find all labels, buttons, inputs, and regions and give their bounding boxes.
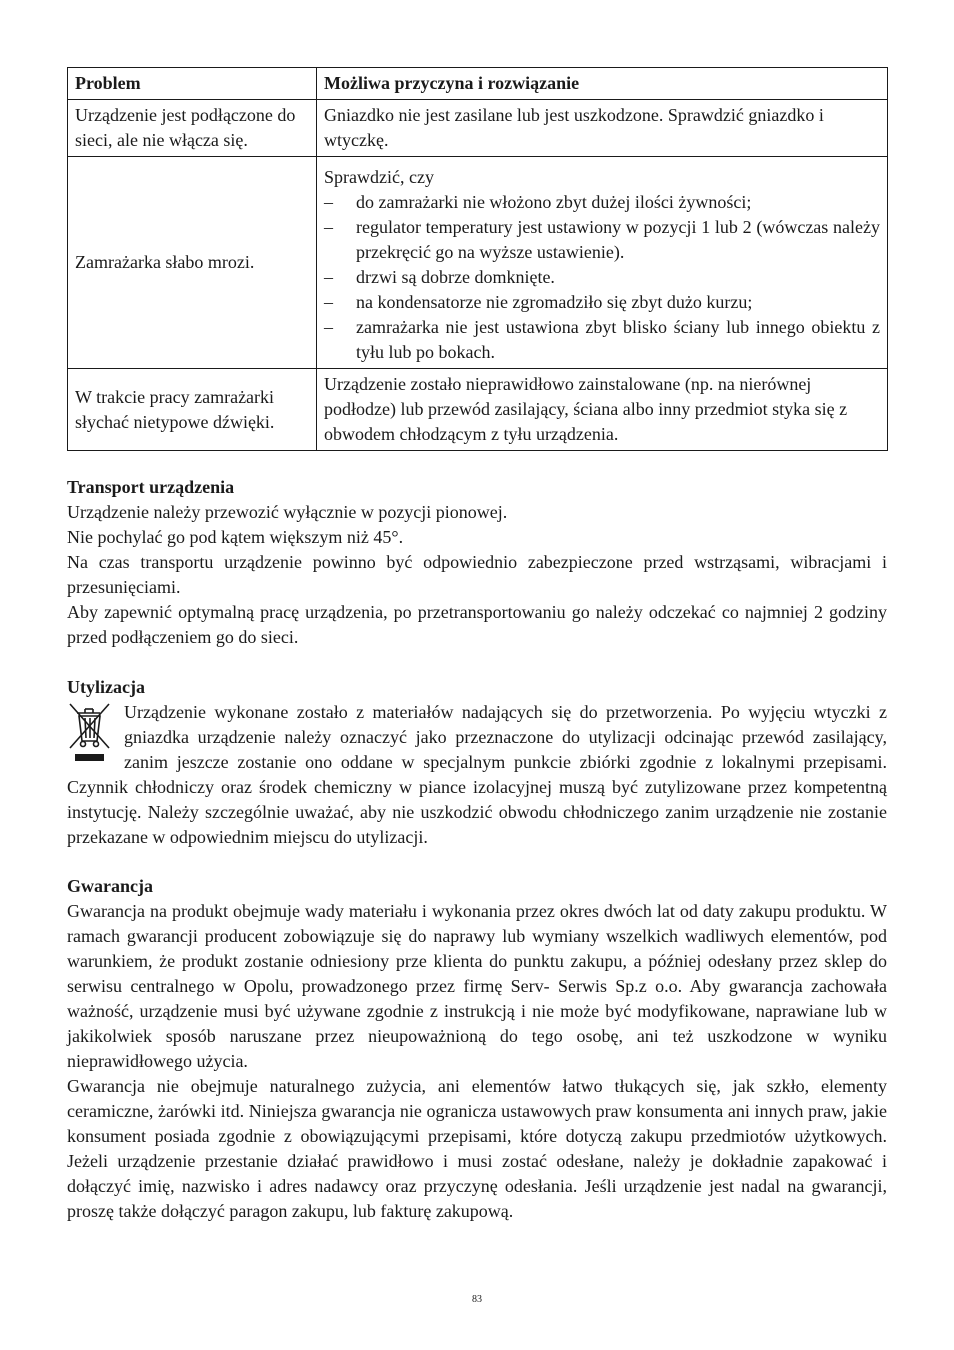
page-number: 83 bbox=[472, 1294, 482, 1305]
paragraph: Na czas transportu urządzenie powinno być odpowiednio zabezpieczone przed wstrząsami, wibracjami i przesunięciami. bbox=[67, 552, 887, 597]
problem-cell: Urządzenie jest podłączone do sieci, ale nie włącza się. bbox=[68, 100, 317, 157]
disposal-section bbox=[67, 675, 887, 850]
paragraph: Gwarancja na produkt obejmuje wady materiału i wykonania przez okres dwóch lat od daty zakupu produktu. W ramach gwarancji producent zobowiązuje się do naprawy lub wymiany wszelkich wadliwych elementów, pod warunkiem, że produkt zostanie odniesiony prze klienta do punktu zakupu, a później odesłany przez sklep do serwisu centralnego w Opolu, prowadzonego przez firmę Serv- Serwis Sp.z o.o. Aby gwarancja zachowała ważność, urządzenie musi być używane zgodnie z instrukcją i nie może być modyfikowane, naprawiane lub w jakikolwiek sposób naruszane przez nieupoważnioną do tego osobę, ani też uszkodzone w wyniku nieprawidłowego użycia. bbox=[67, 901, 887, 1071]
column-header-solution: Możliwa przyczyna i rozwiązanie bbox=[317, 68, 888, 100]
check-list-item: – do zamrażarki nie włożono zbyt dużej ilości żywności; bbox=[324, 191, 752, 212]
problem-cell: Zamrażarka słabo mrozi. bbox=[68, 157, 317, 369]
section-title: Gwarancja bbox=[67, 876, 153, 896]
paragraph: Nie pochylać go pod kątem większym niż 45°. bbox=[67, 527, 404, 547]
warranty-section bbox=[67, 874, 887, 1224]
table-row bbox=[68, 100, 888, 157]
weee-crossed-bin-icon bbox=[67, 700, 113, 764]
troubleshooting-table bbox=[67, 67, 888, 451]
check-intro: Sprawdzić, czy bbox=[324, 166, 434, 187]
column-header-problem: Problem bbox=[68, 68, 317, 100]
check-list-item: – na kondensatorze nie zgromadziło się zbyt dużo kurzu; bbox=[324, 291, 753, 312]
transport-section bbox=[67, 475, 887, 650]
table-row bbox=[68, 157, 888, 369]
solution-cell: Urządzenie zostało nieprawidłowo zainstalowane (np. na nierównej podłodze) lub przewód zasilający, ściana albo inny przedmiot styka się z obwodem chłodzącym z tyłu urządzenia. bbox=[317, 369, 888, 451]
check-list-item: – drzwi są dobrze domknięte. bbox=[324, 266, 555, 287]
table-row bbox=[68, 369, 888, 451]
paragraph: Urządzenie wykonane zostało z materiałów nadających się do przetworzenia. Po wyjęciu wtyczki z gniazdka urządzenie należy oznaczyć jako przeznaczone do utylizacji odcinając przewód zasilający, zanim jeszcze zostanie ono oddane w specjalnym punkcie zbiórki zgodnie z lokalnymi przepisami. Czynnik chłodniczy oraz środek chemiczny w piance izolacyjnej muszą być zutylizowane przez kompetentną instytucję. Należy szczególnie uważać, aby nie uszkodzić obwodu chłodniczego zanim urządzenie nie zostanie przekazane w odpowiednim miejscu do utylizacji. bbox=[67, 702, 887, 847]
paragraph: Aby zapewnić optymalną pracę urządzenia, po przetransportowaniu go należy odczekać co najmniej 2 godziny przed podłączeniem go do sieci. bbox=[67, 602, 887, 647]
check-list-item: – regulator temperatury jest ustawiony w pozycji 1 lub 2 (wówczas należy przekręcić go na wyższe ustawienie). bbox=[324, 216, 880, 262]
disposal-body bbox=[67, 700, 887, 850]
solution-cell bbox=[317, 157, 888, 369]
check-list-item: – zamrażarka nie jest ustawiona zbyt blisko ściany lub innego obiektu z tyłu lub po bokach. bbox=[324, 316, 880, 362]
paragraph: Gwarancja nie obejmuje naturalnego zużycia, ani elementów łatwo tłukących się, jak szkło, elementy ceramiczne, żarówki itd. Niniejsza gwarancja nie ogranicza ustawowych praw konsumenta ani innych praw, jakie konsument posiada zgodnie z obowiązującymi przepisami, które dotyczą zakupu przedmiotów użytkowych. Jeżeli urządzenie przestanie działać prawidłowo i musi zostać odesłane, należy je dokładnie zapakować i dołączyć imię, nazwisko i adres nadawcy oraz przyczynę odesłania. Jeśli urządzenie jest nadal na gwarancji, proszę także dołączyć paragon zakupu, lub fakturę zakupową. bbox=[67, 1076, 887, 1221]
table-header-row bbox=[68, 68, 888, 100]
section-title: Utylizacja bbox=[67, 677, 145, 697]
solution-cell: Gniazdko nie jest zasilane lub jest uszkodzone. Sprawdzić gniazdko i wtyczkę. bbox=[317, 100, 888, 157]
section-title: Transport urządzenia bbox=[67, 477, 235, 497]
paragraph: Urządzenie należy przewozić wyłącznie w pozycji pionowej. bbox=[67, 502, 508, 522]
problem-cell: W trakcie pracy zamrażarki słychać nietypowe dźwięki. bbox=[68, 369, 317, 451]
